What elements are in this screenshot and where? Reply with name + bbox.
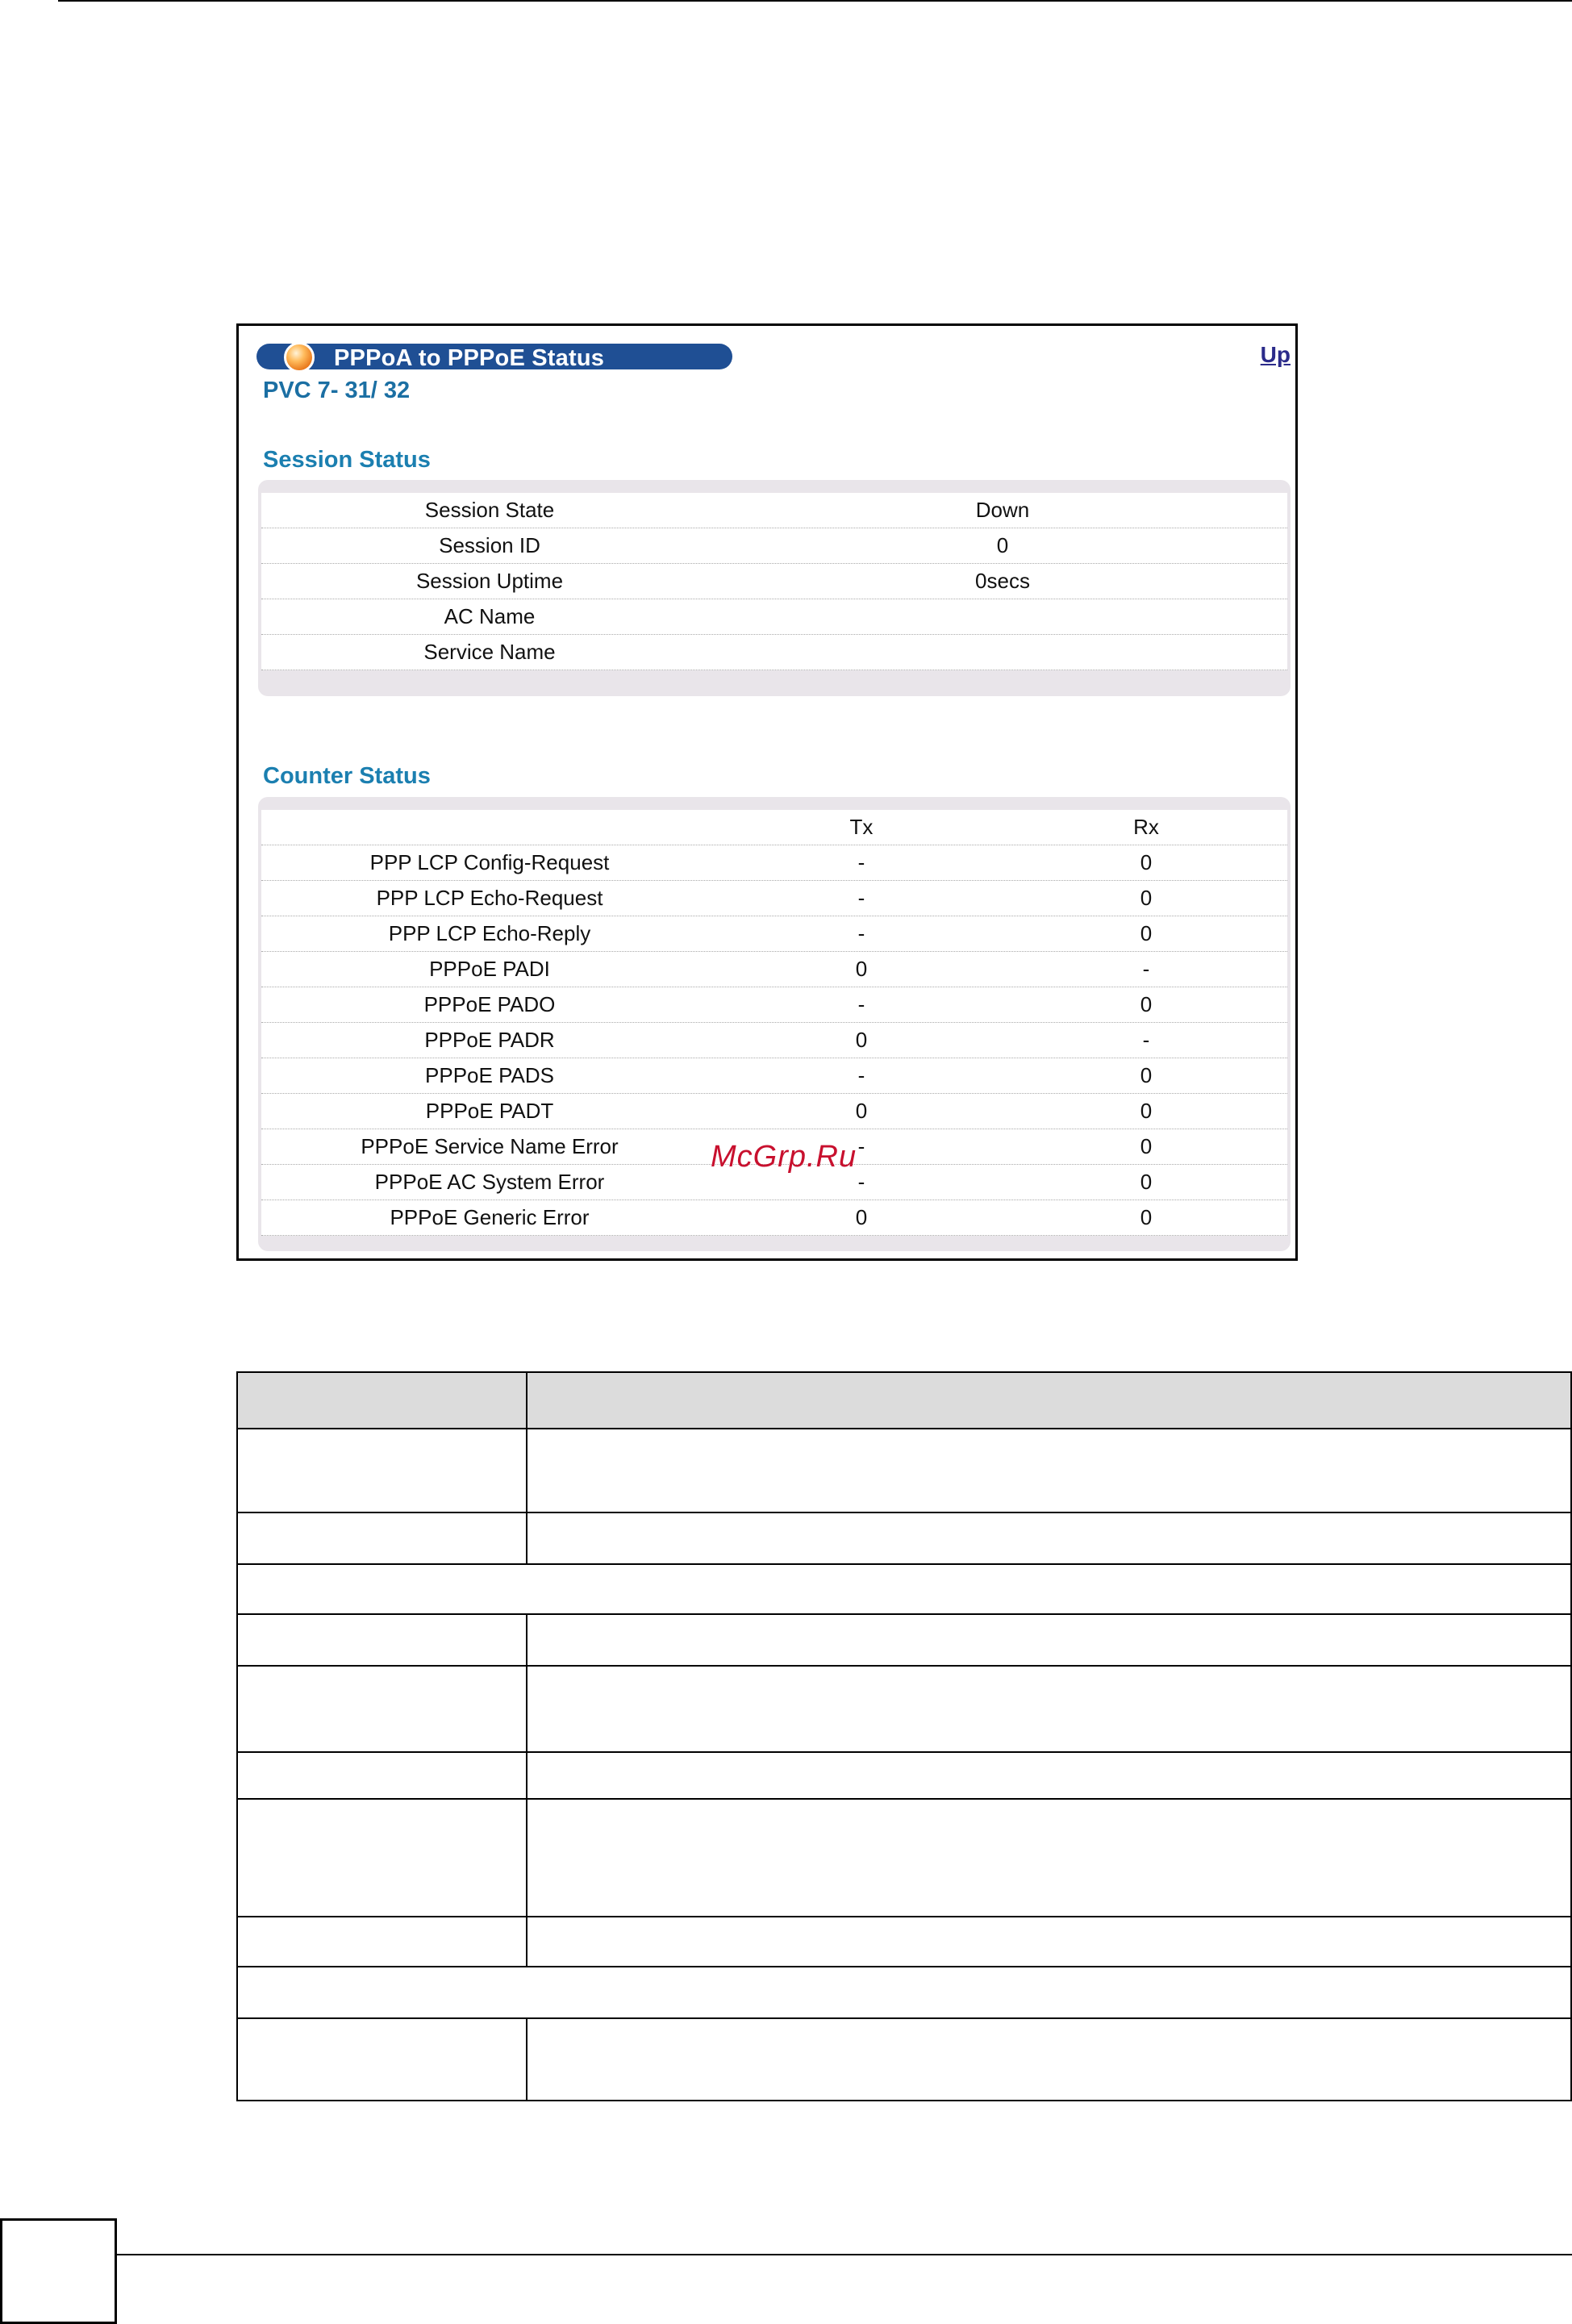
counter-row xyxy=(261,845,1287,881)
counter-tx: 0 xyxy=(855,1028,868,1052)
table-cell xyxy=(237,1512,527,1564)
table-cell xyxy=(237,1564,1571,1614)
table-cell xyxy=(527,2018,1571,2101)
session-row xyxy=(261,528,1287,564)
session-value: 0 xyxy=(996,533,1009,557)
table-section-row xyxy=(237,1967,1571,2018)
counter-tx: 0 xyxy=(855,1099,868,1123)
counter-label: PPP LCP Echo-Reply xyxy=(388,921,591,945)
rx-header: Rx xyxy=(1133,815,1159,839)
table-cell xyxy=(237,1967,1571,2018)
counter-label: PPPoE Service Name Error xyxy=(361,1134,619,1158)
counter-label: PPPoE PADT xyxy=(425,1099,554,1123)
table-row xyxy=(237,1512,1571,1564)
counter-label: PPPoE PADO xyxy=(423,992,556,1016)
session-label: Session Uptime xyxy=(415,569,564,593)
session-row xyxy=(261,564,1287,599)
header-rule xyxy=(58,0,1572,2)
counter-rx: 0 xyxy=(1140,1063,1153,1087)
counter-rx: 0 xyxy=(1140,1170,1153,1194)
table-section-row xyxy=(237,1564,1571,1614)
counter-tx: - xyxy=(857,992,865,1016)
table-cell xyxy=(237,1917,527,1967)
counter-tx: - xyxy=(857,850,865,874)
counter-row xyxy=(261,916,1287,952)
counter-rx: 0 xyxy=(1140,921,1153,945)
counter-row xyxy=(261,1058,1287,1094)
table-cell xyxy=(237,1752,527,1799)
counter-rx: - xyxy=(1142,1028,1150,1052)
counter-rx: 0 xyxy=(1140,1099,1153,1123)
table-row xyxy=(237,1429,1571,1512)
counter-row xyxy=(261,1200,1287,1236)
counter-label: PPPoE AC System Error xyxy=(374,1170,605,1194)
counter-label: PPP LCP Echo-Request xyxy=(376,886,603,910)
session-row xyxy=(261,493,1287,528)
page-title: PPPoA to PPPoE Status xyxy=(334,345,605,371)
description-table xyxy=(236,1371,1572,2101)
table-cell xyxy=(527,1752,1571,1799)
counter-rx: 0 xyxy=(1140,992,1153,1016)
table-cell xyxy=(527,1512,1571,1564)
table-cell xyxy=(237,1372,527,1429)
counter-row xyxy=(261,881,1287,916)
counter-status-heading: Counter Status xyxy=(263,763,431,789)
counter-row xyxy=(261,987,1287,1023)
table-row xyxy=(237,2018,1571,2101)
counter-label: PPP LCP Config-Request xyxy=(369,850,610,874)
status-screenshot xyxy=(236,323,1298,1261)
pvc-label: PVC 7- 31/ 32 xyxy=(263,378,411,403)
watermark: McGrp.Ru xyxy=(711,1140,857,1174)
counter-tx: - xyxy=(857,886,865,910)
counter-label: PPPoE Generic Error xyxy=(390,1205,590,1229)
counter-tx: - xyxy=(857,1134,865,1158)
table-cell xyxy=(237,1666,527,1752)
counter-label: PPPoE PADI xyxy=(429,957,550,981)
counter-label: PPPoE PADR xyxy=(424,1028,555,1052)
table-row xyxy=(237,1799,1571,1917)
session-row xyxy=(261,635,1287,670)
tx-header: Tx xyxy=(849,815,874,839)
table-cell xyxy=(527,1429,1571,1512)
session-label: Session ID xyxy=(439,533,540,557)
table-row xyxy=(237,1614,1571,1666)
table-row xyxy=(237,1666,1571,1752)
session-label: Session State xyxy=(424,498,555,522)
counter-row xyxy=(261,1094,1287,1129)
footer-rule xyxy=(117,2254,1572,2255)
session-label: Service Name xyxy=(423,640,556,664)
session-status-heading: Session Status xyxy=(263,447,431,473)
counter-row xyxy=(261,952,1287,987)
session-label: AC Name xyxy=(444,604,536,628)
title-bar xyxy=(256,344,732,369)
table-cell xyxy=(527,1799,1571,1917)
table-cell xyxy=(527,1614,1571,1666)
table-cell xyxy=(237,1614,527,1666)
counter-rx: 0 xyxy=(1140,1134,1153,1158)
table-row xyxy=(237,1752,1571,1799)
counter-tx: - xyxy=(857,1063,865,1087)
counter-status-panel xyxy=(258,797,1291,1251)
table-cell xyxy=(237,1429,527,1512)
page-number-box xyxy=(0,2218,117,2324)
counter-tx: 0 xyxy=(855,1205,868,1229)
up-link[interactable]: Up xyxy=(1260,342,1291,367)
table-row xyxy=(237,1917,1571,1967)
session-row xyxy=(261,599,1287,635)
counter-tx: - xyxy=(857,1170,865,1194)
orb-icon xyxy=(284,342,315,373)
session-status-panel xyxy=(258,480,1291,696)
table-cell xyxy=(527,1666,1571,1752)
counter-rx: 0 xyxy=(1140,1205,1153,1229)
counter-header-row xyxy=(261,810,1287,845)
counter-row xyxy=(261,1023,1287,1058)
counter-label: PPPoE PADS xyxy=(425,1063,554,1087)
session-status-rows xyxy=(261,493,1287,670)
table-header-row xyxy=(237,1372,1571,1429)
session-value: Down xyxy=(975,498,1030,522)
table-cell xyxy=(237,1799,527,1917)
table-cell xyxy=(527,1372,1571,1429)
counter-tx: 0 xyxy=(855,957,868,981)
counter-rx: - xyxy=(1142,957,1150,981)
counter-tx: - xyxy=(857,921,865,945)
table-cell xyxy=(527,1917,1571,1967)
table-cell xyxy=(237,2018,527,2101)
counter-rx: 0 xyxy=(1140,886,1153,910)
counter-rx: 0 xyxy=(1140,850,1153,874)
session-value: 0secs xyxy=(975,569,1030,593)
